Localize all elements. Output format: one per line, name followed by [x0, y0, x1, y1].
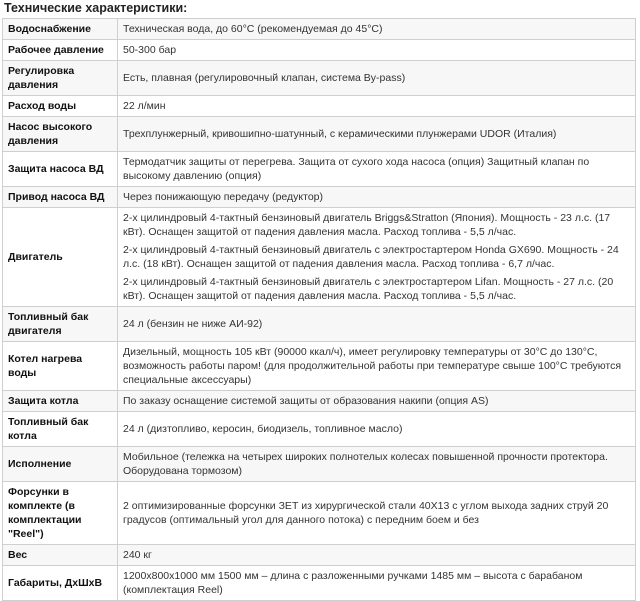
spec-label: Топливный бак котла — [3, 412, 118, 447]
spec-label: Исполнение — [3, 447, 118, 482]
section-title: Технические характеристики: — [4, 1, 188, 15]
spec-value: 1200x800x1000 мм 1500 мм – длина с разложенными ручками 1485 мм – высота с барабаном (комплектация Reel) — [118, 566, 636, 601]
table-row — [3, 447, 636, 482]
table-row — [3, 482, 636, 545]
engine-option: 2-х цилиндровый 4-тактный бензиновый двигатель с электростартером Honda GX690. Мощность - 24 л.с. (18 кВт). Оснащен защитой от падения давления масла. Расход топлива - 6,7 л/час. — [123, 244, 619, 270]
table-row — [3, 412, 636, 447]
spec-value: 240 кг — [118, 545, 636, 566]
table-row — [3, 187, 636, 208]
spec-value: Через понижающую передачу (редуктор) — [118, 187, 636, 208]
table-row — [3, 566, 636, 601]
spec-label: Вес — [3, 545, 118, 566]
table-row — [3, 61, 636, 96]
spec-label: Привод насоса ВД — [3, 187, 118, 208]
spec-label: Защита насоса ВД — [3, 152, 118, 187]
table-row — [3, 391, 636, 412]
table-row — [3, 19, 636, 40]
spec-value: Техническая вода, до 60°С (рекомендуемая до 45°С) — [118, 19, 636, 40]
table-row — [3, 96, 636, 117]
spec-label: Котел нагрева воды — [3, 342, 118, 391]
spec-value: По заказу оснащение системой защиты от образования накипи (опция AS) — [118, 391, 636, 412]
table-row — [3, 208, 636, 307]
spec-label: Рабочее давление — [3, 40, 118, 61]
spec-value: Трехплунжерный, кривошипно-шатунный, с керамическими плунжерами UDOR (Италия) — [118, 117, 636, 152]
table-row — [3, 307, 636, 342]
spec-label: Расход воды — [3, 96, 118, 117]
spec-label: Двигатель — [3, 208, 118, 307]
table-row — [3, 117, 636, 152]
spec-label: Регулировка давления — [3, 61, 118, 96]
spec-label: Водоснабжение — [3, 19, 118, 40]
spec-label: Топливный бак двигателя — [3, 307, 118, 342]
spec-label: Защита котла — [3, 391, 118, 412]
spec-value: 24 л (дизтопливо, керосин, биодизель, топливное масло) — [118, 412, 636, 447]
engine-option: 2-х цилиндровый 4-тактный бензиновый двигатель Briggs&Stratton (Япония). Мощность - 23 л.с. (17 кВт). Оснащен защитой от падения давления масла. Расход топлива - 5,5 л/час. — [123, 212, 611, 238]
spec-value: 2 оптимизированные форсунки ЗЕТ из хирургической стали 40X13 с углом выхода задних струй 20 градусов (оптимальный угол для данного потока) с передним боем и без — [118, 482, 636, 545]
spec-value: 24 л (бензин не ниже АИ-92) — [118, 307, 636, 342]
table-row — [3, 40, 636, 61]
spec-value: Дизельный, мощность 105 кВт (90000 ккал/ч), имеет регулировку температуры от 30°С до 130°С, возможность работы паром! (для продолжительной работы при температуре свыше 100°С требуются специальные аксессуары) — [118, 342, 636, 391]
spec-label: Форсунки в комплекте (в комплектации "Reel") — [3, 482, 118, 545]
specs-table — [2, 18, 636, 601]
spec-label: Насос высокого давления — [3, 117, 118, 152]
spec-value: Термодатчик защиты от перегрева. Защита от сухого хода насоса (опция) Защитный клапан по высокому давлению (опция) — [118, 152, 636, 187]
spec-value: 50-300 бар — [118, 40, 636, 61]
table-row — [3, 545, 636, 566]
spec-value: Мобильное (тележка на четырех широких полнотелых колесах повышенной прочности протектора. Оборудована тормозом) — [118, 447, 636, 482]
spec-value: Есть, плавная (регулировочный клапан, система By-pass) — [118, 61, 636, 96]
table-row — [3, 152, 636, 187]
engine-option: 2-х цилиндровый 4-тактный бензиновый двигатель с электростартером Lifan. Мощность - 27 л.с. (20 кВт). Оснащен защитой от падения давления масла. Расход топлива - 5,5 л/час. — [123, 276, 614, 302]
spec-label: Габариты, ДхШхВ — [3, 566, 118, 601]
spec-value: 22 л/мин — [118, 96, 636, 117]
table-row — [3, 342, 636, 391]
spec-value — [118, 208, 636, 307]
